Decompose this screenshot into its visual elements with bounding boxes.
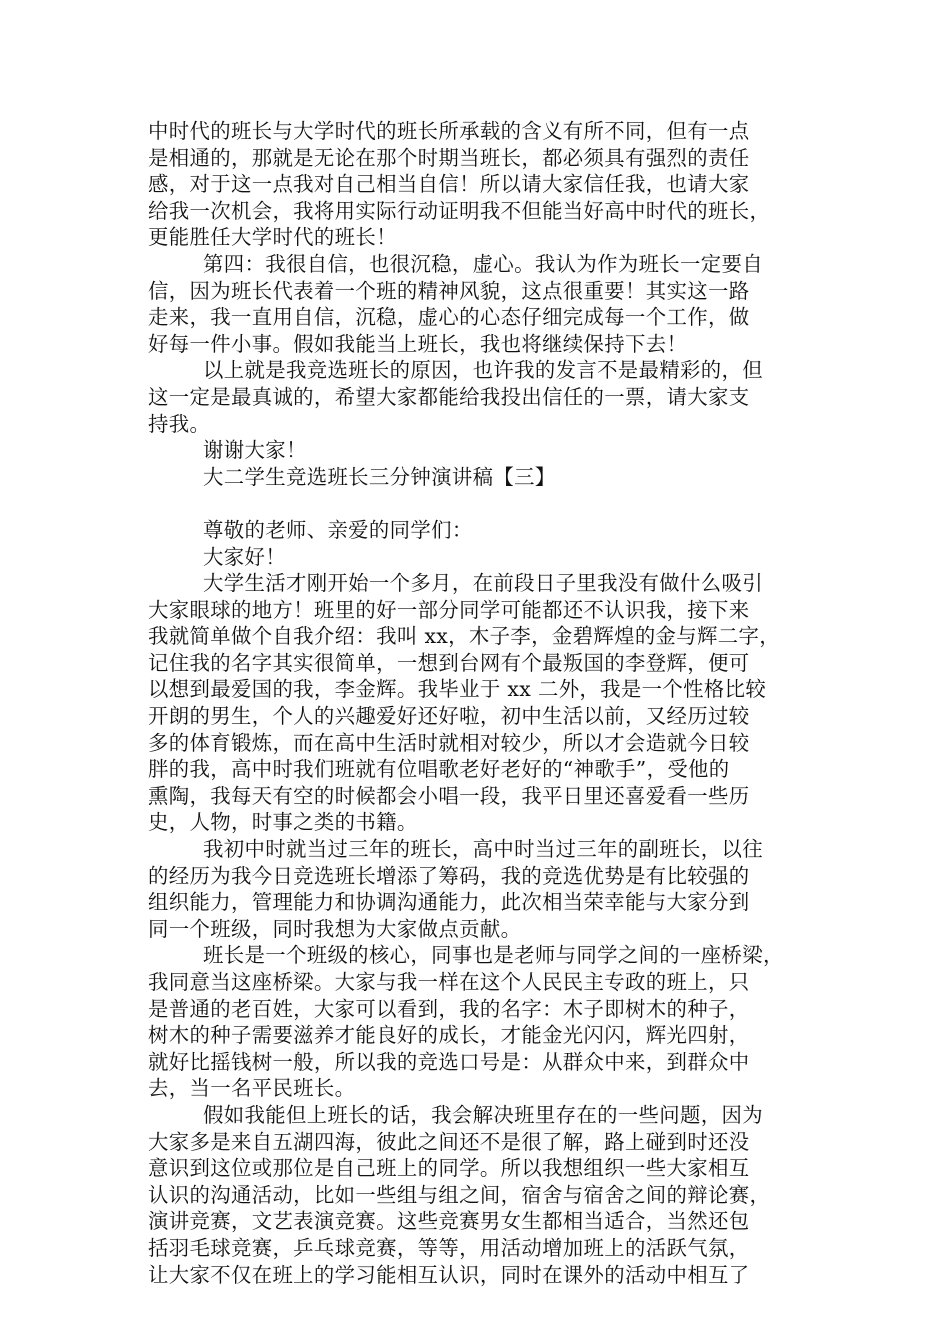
- blank-line: [148, 490, 808, 517]
- paragraph-conclusion: [148, 357, 808, 437]
- text-line: 我初中时就当过三年的班长，高中时当过三年的副班长，以往: [203, 837, 763, 862]
- text-line: 以想到最爱国的我，李金辉。我毕业于 xx 二外，我是一个性格比较: [148, 677, 767, 702]
- text-line: 树木的种子需要滋养才能良好的成长，才能金光闪闪，辉光四射，: [148, 1023, 750, 1048]
- thanks-line: 谢谢大家！: [203, 438, 307, 463]
- text-line: 括羽毛球竞赛，乒乓球竞赛，等等，用活动增加班上的活跃气氛，: [148, 1235, 750, 1260]
- text-line: 认识的沟通活动，比如一些组与组之间，宿舍与宿舍之间的辩论赛，: [148, 1182, 771, 1207]
- text-line: 中时代的班长与大学时代的班长所承载的含义有所不同，但有一点: [148, 119, 750, 143]
- text-line: 班长是一个班级的核心，同事也是老师与同学之间的一座桥梁，: [203, 943, 784, 968]
- text-line: 就好比摇钱树一般，所以我的竞选口号是：从群众中来，到群众中: [148, 1049, 750, 1074]
- text-line: 是普通的老百姓，大家可以看到，我的名字：木子即树木的种子，: [148, 996, 750, 1021]
- paragraph-introduction: [148, 570, 808, 836]
- text-line: 记住我的名字其实很简单，一想到台网有个最叛国的李登辉，便可: [148, 650, 750, 675]
- paragraph-bridge: [148, 942, 808, 1102]
- text-line: 多的体育锻炼，而在高中生活时就相对较少，所以才会造就今日较: [148, 730, 750, 755]
- text-line: 熏陶，我每天有空的时候都会小唱一段，我平日里还喜爱看一些历: [148, 783, 750, 808]
- text-line: 信，因为班长代表着一个班的精神风貌，这点很重要！其实这一路: [148, 278, 750, 303]
- text-line: 胖的我，高中时我们班就有位唱歌老好老好的“神歌手”，受他的: [148, 757, 730, 782]
- greeting-line: 尊敬的老师、亲爱的同学们：: [203, 517, 473, 542]
- hello-line: 大家好！: [203, 544, 286, 569]
- text-line: 让大家不仅在班上的学习能相互认识，同时在课外的活动中相互了: [148, 1262, 750, 1287]
- text-line: 好每一件小事。假如我能当上班长，我也将继续保持下去！: [148, 331, 688, 356]
- text-line: 同一个班级，同时我想为大家做点贡献。: [148, 916, 522, 941]
- text-line: 以上就是我竞选班长的原因，也许我的发言不是最精彩的，但: [203, 358, 763, 383]
- text-line: 去，当一名平民班长。: [148, 1076, 356, 1101]
- text-line: 大学生活才刚开始一个多月，在前段日子里我没有做什么吸引: [203, 571, 763, 596]
- text-line: 我同意当这座桥梁。大家与我一样在这个人民民主专政的班上，只: [148, 970, 750, 994]
- text-line: 组织能力，管理能力和协调沟通能力，此次相当荣幸能与大家分到: [148, 890, 750, 915]
- document-page: [148, 118, 808, 1288]
- text-line: 走来，我一直用自信，沉稳，虚心的心态仔细完成每一个工作，做: [148, 305, 750, 330]
- text-line: 意识到这位或那位是自己班上的同学。所以我想组织一些大家相互: [148, 1156, 750, 1181]
- text-line: 感，对于这一点我对自己相当自信！所以请大家信任我，也请大家: [148, 172, 750, 197]
- text-line: 这一定是最真诚的，希望大家都能给我投出信任的一票，请大家支: [148, 384, 750, 409]
- text-line: 的经历为我今日竞选班长增添了筹码，我的竞选优势是有比较强的: [148, 863, 750, 888]
- text-line: 第四：我很自信，也很沉稳，虚心。我认为作为班长一定要自: [203, 251, 763, 276]
- paragraph-point-four: [148, 251, 808, 357]
- paragraph-experience: [148, 836, 808, 942]
- text-line: 我就简单做个自我介绍：我叫 xx，木子李，金碧辉煌的金与辉二字，: [148, 624, 781, 649]
- text-line: 假如我能但上班长的话，我会解决班里存在的一些问题，因为: [203, 1102, 763, 1127]
- text-line: 给我一次机会，我将用实际行动证明我不但能当好高中时代的班长，: [148, 198, 771, 223]
- text-line: 是相通的，那就是无论在那个时期当班长，都必须具有强烈的责任: [148, 145, 750, 170]
- text-line: 大家多是来自五湖四海，彼此之间还不是很了解，路上碰到时还没: [148, 1129, 750, 1154]
- paragraph-plans: [148, 1102, 808, 1288]
- text-line: 开朗的男生，个人的兴趣爱好还好啦，初中生活以前，又经历过较: [148, 704, 750, 729]
- text-line: 史，人物，时事之类的书籍。: [148, 810, 418, 835]
- text-line: 大家眼球的地方！班里的好一部分同学可能都还不认识我，接下来: [148, 597, 750, 622]
- text-line: 更能胜任大学时代的班长！: [148, 225, 397, 250]
- paragraph-continued: [148, 118, 808, 251]
- section-title: 大二学生竞选班长三分钟演讲稿【三】: [203, 464, 556, 489]
- text-line: 持我。: [148, 411, 211, 436]
- text-line: 演讲竞赛，文艺表演竞赛。这些竞赛男女生都相当适合，当然还包: [148, 1209, 750, 1234]
